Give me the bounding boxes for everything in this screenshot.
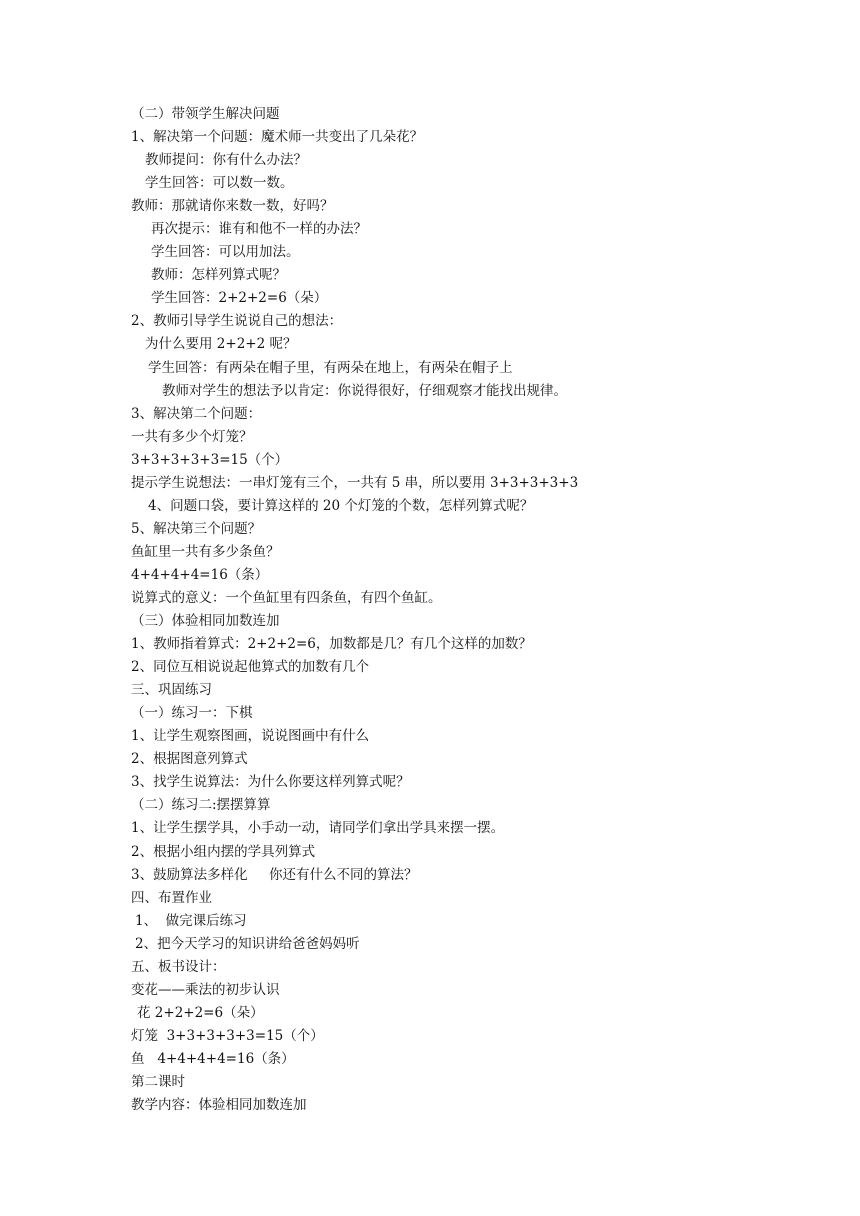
text-line: 1、 做完课后练习 — [135, 912, 247, 929]
text-line: 3、鼓励算法多样化 你还有什么不同的算法？ — [131, 866, 418, 883]
text-line: 1、解决第一个问题：魔术师一共变出了几朵花？ — [131, 129, 424, 146]
text-line: 学生回答：有两朵在帽子里，有两朵在地上，有两朵在帽子上 — [148, 359, 513, 376]
text-line: 提示学生说想法：一串灯笼有三个，一共有 5 串，所以要用 3+3+3+3+3 — [131, 474, 579, 491]
text-line: 教师对学生的想法予以肯定：你说得很好，仔细观察才能找出规律。 — [162, 382, 567, 399]
section-heading: （二）带领学生解决问题 — [131, 106, 280, 122]
text-line: 花 2+2+2=6（朵） — [137, 1004, 264, 1021]
section-heading: （三）体验相同加数连加 — [131, 613, 280, 630]
section-heading: 第二课时 — [131, 1073, 185, 1090]
text-line: 2、同位互相说说起他算式的加数有几个 — [131, 659, 370, 676]
text-line: 2、把今天学习的知识讲给爸爸妈妈听 — [135, 935, 360, 952]
text-line: 1、让学生观察图画，说说图画中有什么 — [131, 728, 370, 745]
text-line: 4、问题口袋，要计算这样的 20 个灯笼的个数，怎样列算式呢？ — [148, 497, 534, 514]
text-line: 变花——乘法的初步认识 — [131, 981, 280, 998]
text-line: 教师：那就请你来数一数，好吗？ — [131, 198, 334, 215]
text-line: 3+3+3+3+3=15（个） — [131, 451, 289, 468]
text-line: 学生回答：可以用加法。 — [151, 244, 300, 261]
text-line: 2、教师引导学生说说自己的想法： — [131, 313, 343, 330]
text-line: 学生回答：可以数一数。 — [145, 175, 294, 192]
section-heading: （一）练习一：下棋 — [131, 705, 253, 722]
document-body — [131, 103, 831, 1117]
text-line: 1、让学生摆学具，小手动一动，请同学们拿出学具来摆一摆。 — [131, 820, 505, 837]
text-line: 说算式的意义：一个鱼缸里有四条鱼，有四个鱼缸。 — [131, 589, 442, 606]
section-heading: （二）练习二:摆摆算算 — [131, 797, 271, 814]
section-heading: 五、板书设计： — [131, 958, 226, 975]
text-line: 教学内容：体验相同加数连加 — [131, 1097, 307, 1114]
text-line: 3、找学生说算法：为什么你要这样列算式呢？ — [131, 774, 410, 791]
text-line: 灯笼 3+3+3+3+3=15（个） — [131, 1027, 324, 1044]
section-heading: 三、巩固练习 — [131, 682, 212, 699]
text-line: 一共有多少个灯笼？ — [131, 428, 253, 445]
text-line: 教师：怎样列算式呢？ — [151, 267, 286, 284]
text-line: 为什么要用 2+2+2 呢？ — [145, 336, 297, 353]
text-line: 3、解决第二个问题： — [131, 405, 262, 422]
text-line: 5、解决第三个问题？ — [131, 520, 262, 537]
section-heading: 四、布置作业 — [131, 889, 212, 906]
text-line: 1、教师指着算式：2+2+2=6，加数都是几？有几个这样的加数？ — [131, 636, 532, 653]
text-line: 再次提示：谁有和他不一样的办法？ — [151, 221, 367, 238]
text-line: 4+4+4+4=16（条） — [131, 566, 269, 583]
text-line: 2、根据小组内摆的学具列算式 — [131, 843, 316, 860]
text-line: 教师提问：你有什么办法？ — [145, 152, 307, 169]
text-line: 学生回答：2+2+2=6（朵） — [151, 290, 328, 307]
text-line: 鱼缸里一共有多少条鱼？ — [131, 543, 280, 560]
text-line: 鱼 4+4+4+4=16（条） — [131, 1050, 295, 1067]
text-line: 2、根据图意列算式 — [131, 751, 248, 768]
